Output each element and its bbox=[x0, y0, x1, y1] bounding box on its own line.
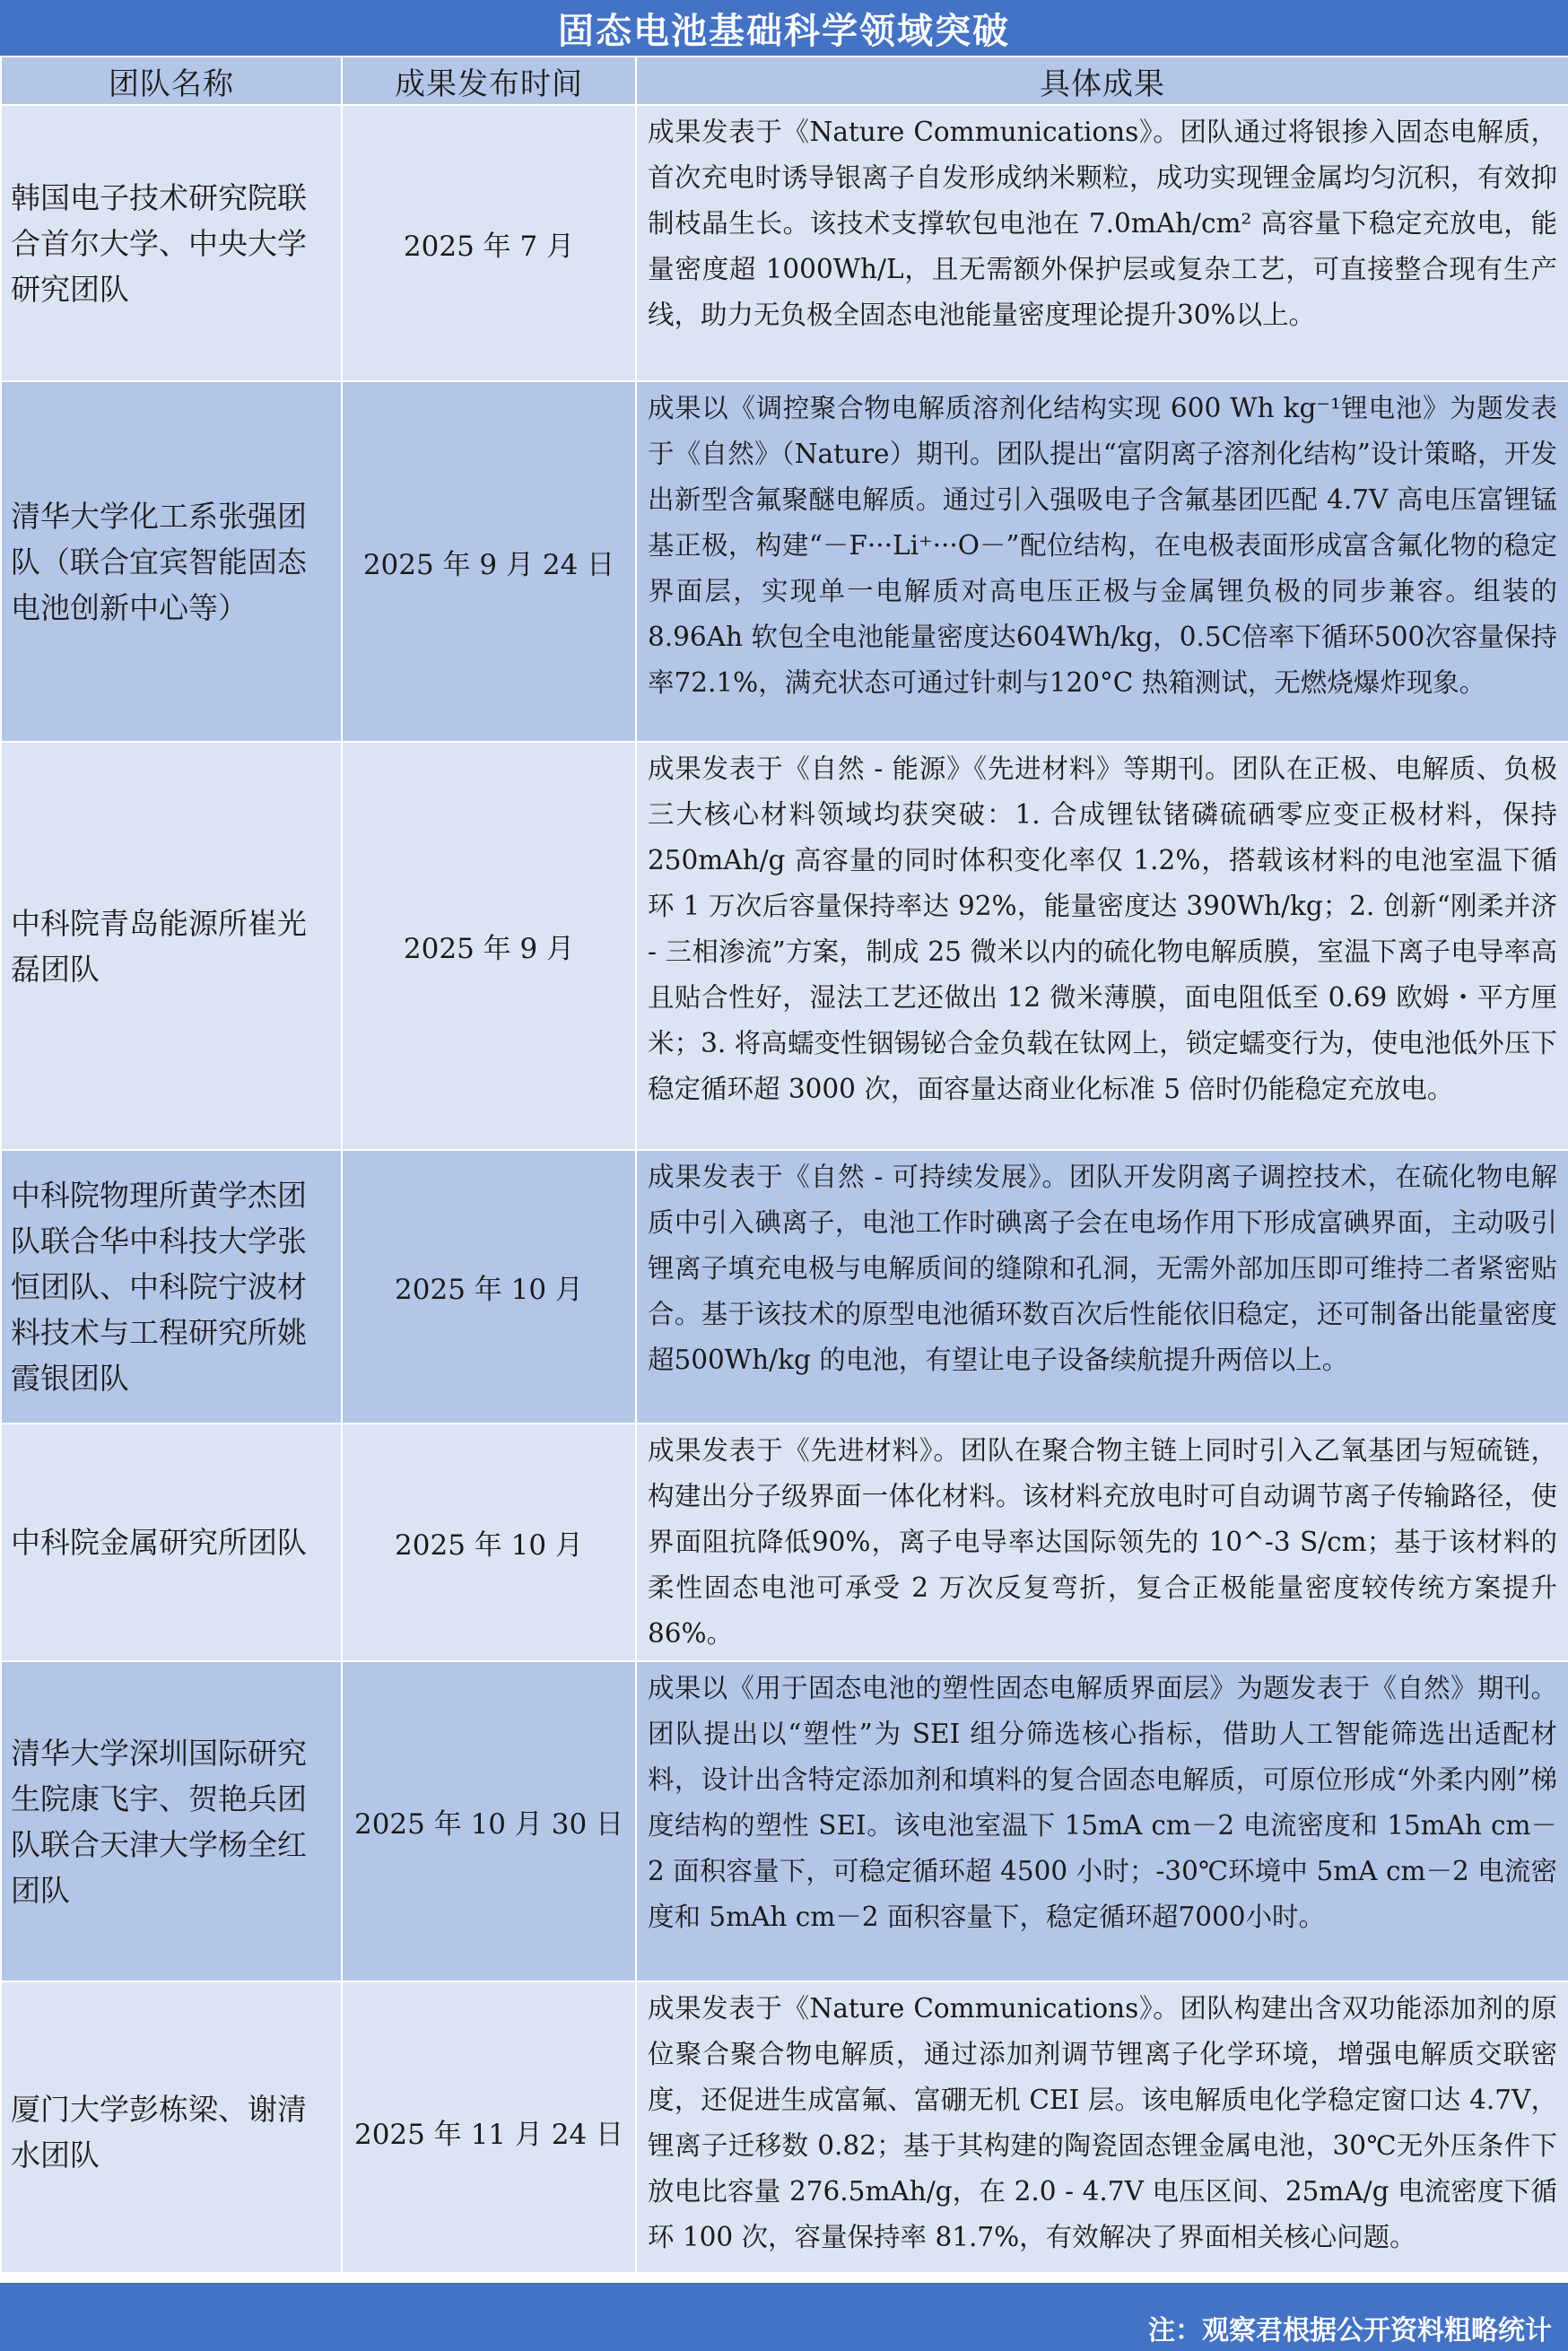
result-cell: 成果发表于《自然 - 可持续发展》。团队开发阴离子调控技术，在硫化物电解质中引入碘离子，电池工作时碘离子会在电场作用下形成富碘界面，主动吸引锂离子填充电极与电解质间的缝隙和孔洞，无需外部加压即可维持二者紧密贴合。基于该技术的原型电池循环数百次后性能依旧稳定，还可制备出能量密度超500Wh/kg 的电池，有望让电子设备续航提升两倍以上。 bbox=[636, 1150, 1568, 1424]
header-date: 成果发布时间 bbox=[342, 57, 636, 105]
result-cell: 成果以《调控聚合物电解质溶剂化结构实现 600 Wh kg⁻¹锂电池》为题发表于《自然》（Nature）期刊。团队提出“富阴离子溶剂化结构”设计策略，开发出新型含氟聚醚电解质。通过引入强吸电子含氟基团匹配 4.7V 高电压富锂锰基正极，构建“－F···Li⁺···O－”配位结构，在电极表面形成富含氟化物的稳定界面层，实现单一电解质对高电压正极与金属锂负极的同步兼容。组装的 8.96Ah 软包全电池能量密度达604Wh/kg，0.5C倍率下循环500次容量保持率72.1%，满充状态可通过针刺与120°C 热箱测试，无燃烧爆炸现象。 bbox=[636, 381, 1568, 742]
team-name-cell: 中科院金属研究所团队 bbox=[1, 1424, 342, 1661]
table-row bbox=[1, 105, 1568, 381]
date-cell: 2025 年 10 月 30 日 bbox=[342, 1661, 636, 1981]
results-table bbox=[0, 56, 1568, 2283]
team-name-cell: 厦门大学彭栋梁、谢清水团队 bbox=[1, 1981, 342, 2282]
footer-divider bbox=[0, 2272, 1568, 2283]
table-row bbox=[1, 381, 1568, 742]
date-cell: 2025 年 10 月 bbox=[342, 1150, 636, 1424]
result-cell: 成果发表于《Nature Communications》。团队通过将银掺入固态电解质，首次充电时诱导银离子自发形成纳米颗粒，成功实现锂金属均匀沉积，有效抑制枝晶生长。该技术支撑软包电池在 7.0mAh/cm² 高容量下稳定充放电，能量密度超 1000Wh/L，且无需额外保护层或复杂工艺，可直接整合现有生产线，助力无负极全固态电池能量密度理论提升30%以上。 bbox=[636, 105, 1568, 381]
header-team: 团队名称 bbox=[1, 57, 342, 105]
table-row bbox=[1, 742, 1568, 1150]
header-row bbox=[1, 57, 1568, 105]
team-name-cell: 清华大学化工系张强团队（联合宜宾智能固态电池创新中心等） bbox=[1, 381, 342, 742]
result-cell: 成果以《用于固态电池的塑性固态电解质界面层》为题发表于《自然》期刊。团队提出以“塑性”为 SEI 组分筛选核心指标，借助人工智能筛选出适配材料，设计出含特定添加剂和填料的复合固态电解质，可原位形成“外柔内刚”梯度结构的塑性 SEI。该电池室温下 15mA cm－2 电流密度和 15mAh cm－2 面积容量下，可稳定循环超 4500 小时；-30℃环境中 5mA cm－2 电流密度和 5mAh cm－2 面积容量下，稳定循环超7000小时。 bbox=[636, 1661, 1568, 1981]
date-cell: 2025 年 9 月 bbox=[342, 742, 636, 1150]
result-cell: 成果发表于《自然 - 能源》《先进材料》等期刊。团队在正极、电解质、负极三大核心材料领域均获突破：1. 合成锂钛锗磷硫硒零应变正极材料，保持 250mAh/g 高容量的同时体积变化率仅 1.2%，搭载该材料的电池室温下循环 1 万次后容量保持率达 92%，能量密度达 390Wh/kg；2. 创新“刚柔并济 - 三相渗流”方案，制成 25 微米以内的硫化物电解质膜，室温下离子电导率高且贴合性好，湿法工艺还做出 12 微米薄膜，面电阻低至 0.69 欧姆・平方厘米；3. 将高蠕变性铟锡铋合金负载在钛网上，锁定蠕变行为，使电池低外压下稳定循环超 3000 次，面容量达商业化标准 5 倍时仍能稳定充放电。 bbox=[636, 742, 1568, 1150]
table-title: 固态电池基础科学领域突破 bbox=[0, 0, 1568, 56]
table-row bbox=[1, 1150, 1568, 1424]
team-name-cell: 中科院青岛能源所崔光磊团队 bbox=[1, 742, 342, 1150]
date-cell: 2025 年 11 月 24 日 bbox=[342, 1981, 636, 2282]
date-cell: 2025 年 9 月 24 日 bbox=[342, 381, 636, 742]
header-result: 具体成果 bbox=[636, 57, 1568, 105]
date-cell: 2025 年 7 月 bbox=[342, 105, 636, 381]
result-cell: 成果发表于《Nature Communications》。团队构建出含双功能添加剂的原位聚合聚合物电解质，通过添加剂调节锂离子化学环境，增强电解质交联密度，还促进生成富氟、富硼无机 CEI 层。该电解质电化学稳定窗口达 4.7V，锂离子迁移数 0.82；基于其构建的陶瓷固态锂金属电池，30℃无外压条件下放电比容量 276.5mAh/g，在 2.0 - 4.7V 电压区间、25mA/g 电流密度下循环 100 次，容量保持率 81.7%，有效解决了界面相关核心问题。 bbox=[636, 1981, 1568, 2282]
table-row bbox=[1, 1661, 1568, 1981]
result-cell: 成果发表于《先进材料》。团队在聚合物主链上同时引入乙氧基团与短硫链，构建出分子级界面一体化材料。该材料充放电时可自动调节离子传输路径，使界面阻抗降低90%，离子电导率达国际领先的 10^-3 S/cm；基于该材料的柔性固态电池可承受 2 万次反复弯折，复合正极能量密度较传统方案提升86%。 bbox=[636, 1424, 1568, 1661]
team-name-cell: 韩国电子技术研究院联合首尔大学、中央大学研究团队 bbox=[1, 105, 342, 381]
team-name-cell: 清华大学深圳国际研究生院康飞宇、贺艳兵团队联合天津大学杨全红团队 bbox=[1, 1661, 342, 1981]
table-row bbox=[1, 1981, 1568, 2282]
footer-note-bar bbox=[0, 2283, 1568, 2351]
team-name-cell: 中科院物理所黄学杰团队联合华中科技大学张恒团队、中科院宁波材料技术与工程研究所姚霞银团队 bbox=[1, 1150, 342, 1424]
table-row bbox=[1, 1424, 1568, 1661]
footer-note: 注：观察君根据公开资料粗略统计 bbox=[1148, 2315, 1552, 2347]
date-cell: 2025 年 10 月 bbox=[342, 1424, 636, 1661]
